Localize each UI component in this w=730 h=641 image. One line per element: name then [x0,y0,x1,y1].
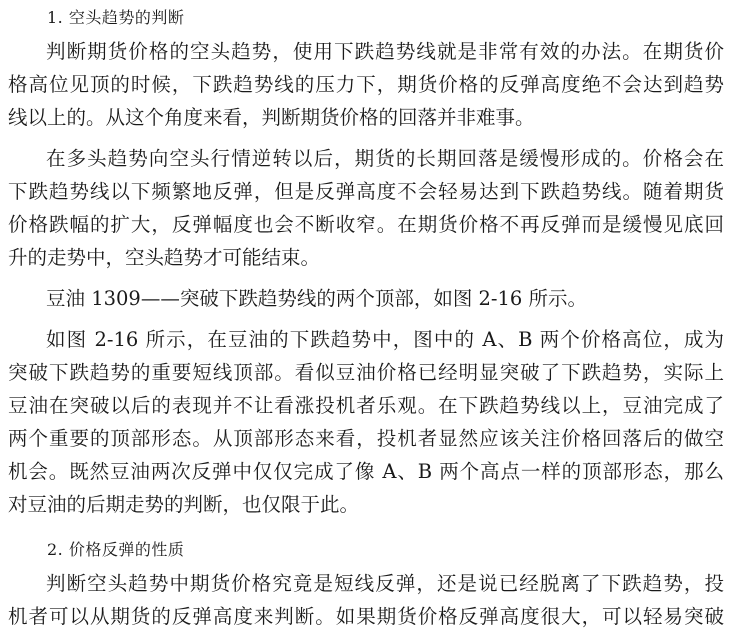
paragraph-line: 下跌趋势线以下频繁地反弹，但是反弹高度不会轻易达到下跌趋势线。随着期货 [8,180,724,203]
paragraph-line: 豆油在突破以后的表现并不让看涨投机者乐观。在下跌趋势线以上，豆油完成了 [8,394,724,417]
paragraph-line: 价格跌幅的扩大，反弹幅度也会不断收窄。在期货价格不再反弹而是缓慢见底回 [8,213,724,236]
paragraph-line: 升的走势中，空头趋势才可能结束。 [8,246,321,269]
section-heading-bearish-trend: 1. 空头趋势的判断 [47,8,185,27]
figure-reference-line: 豆油 1309——突破下跌趋势线的两个顶部，如图 2-16 所示。 [46,287,588,310]
paragraph-line: 线以上的。从这个角度来看，判断期货价格的回落并非难事。 [8,106,535,129]
section-heading-rebound-nature: 2. 价格反弹的性质 [47,540,185,559]
paragraph-line: 如图 2-16 所示，在豆油的下跌趋势中，图中的 A、B 两个价格高位，成为 [46,328,724,351]
paragraph-line: 格高位见顶的时候，下跌趋势线的压力下，期货价格的反弹高度绝不会达到趋势 [8,73,724,96]
paragraph-line: 机会。既然豆油两次反弹中仅仅完成了像 A、B 两个高点一样的顶部形态，那么 [8,460,724,483]
paragraph-line: 两个重要的顶部形态。从顶部形态来看，投机者显然应该关注价格回落后的做空 [8,427,724,450]
paragraph-line: 在多头趋势向空头行情逆转以后，期货的长期回落是缓慢形成的。价格会在 [46,147,724,170]
paragraph-line: 突破下跌趋势的重要短线顶部。看似豆油价格已经明显突破了下跌趋势，实际上 [8,361,724,384]
paragraph-line: 判断期货价格的空头趋势，使用下跌趋势线就是非常有效的办法。在期货价 [46,40,724,63]
paragraph-line: 机者可以从期货的反弹高度来判断。如果期货价格反弹高度很大，可以轻易突破 [8,605,724,628]
paragraph-line: 判断空头趋势中期货价格究竟是短线反弹，还是说已经脱离了下跌趋势，投 [46,572,724,595]
paragraph-line: 对豆油的后期走势的判断，也仅限于此。 [8,493,360,516]
